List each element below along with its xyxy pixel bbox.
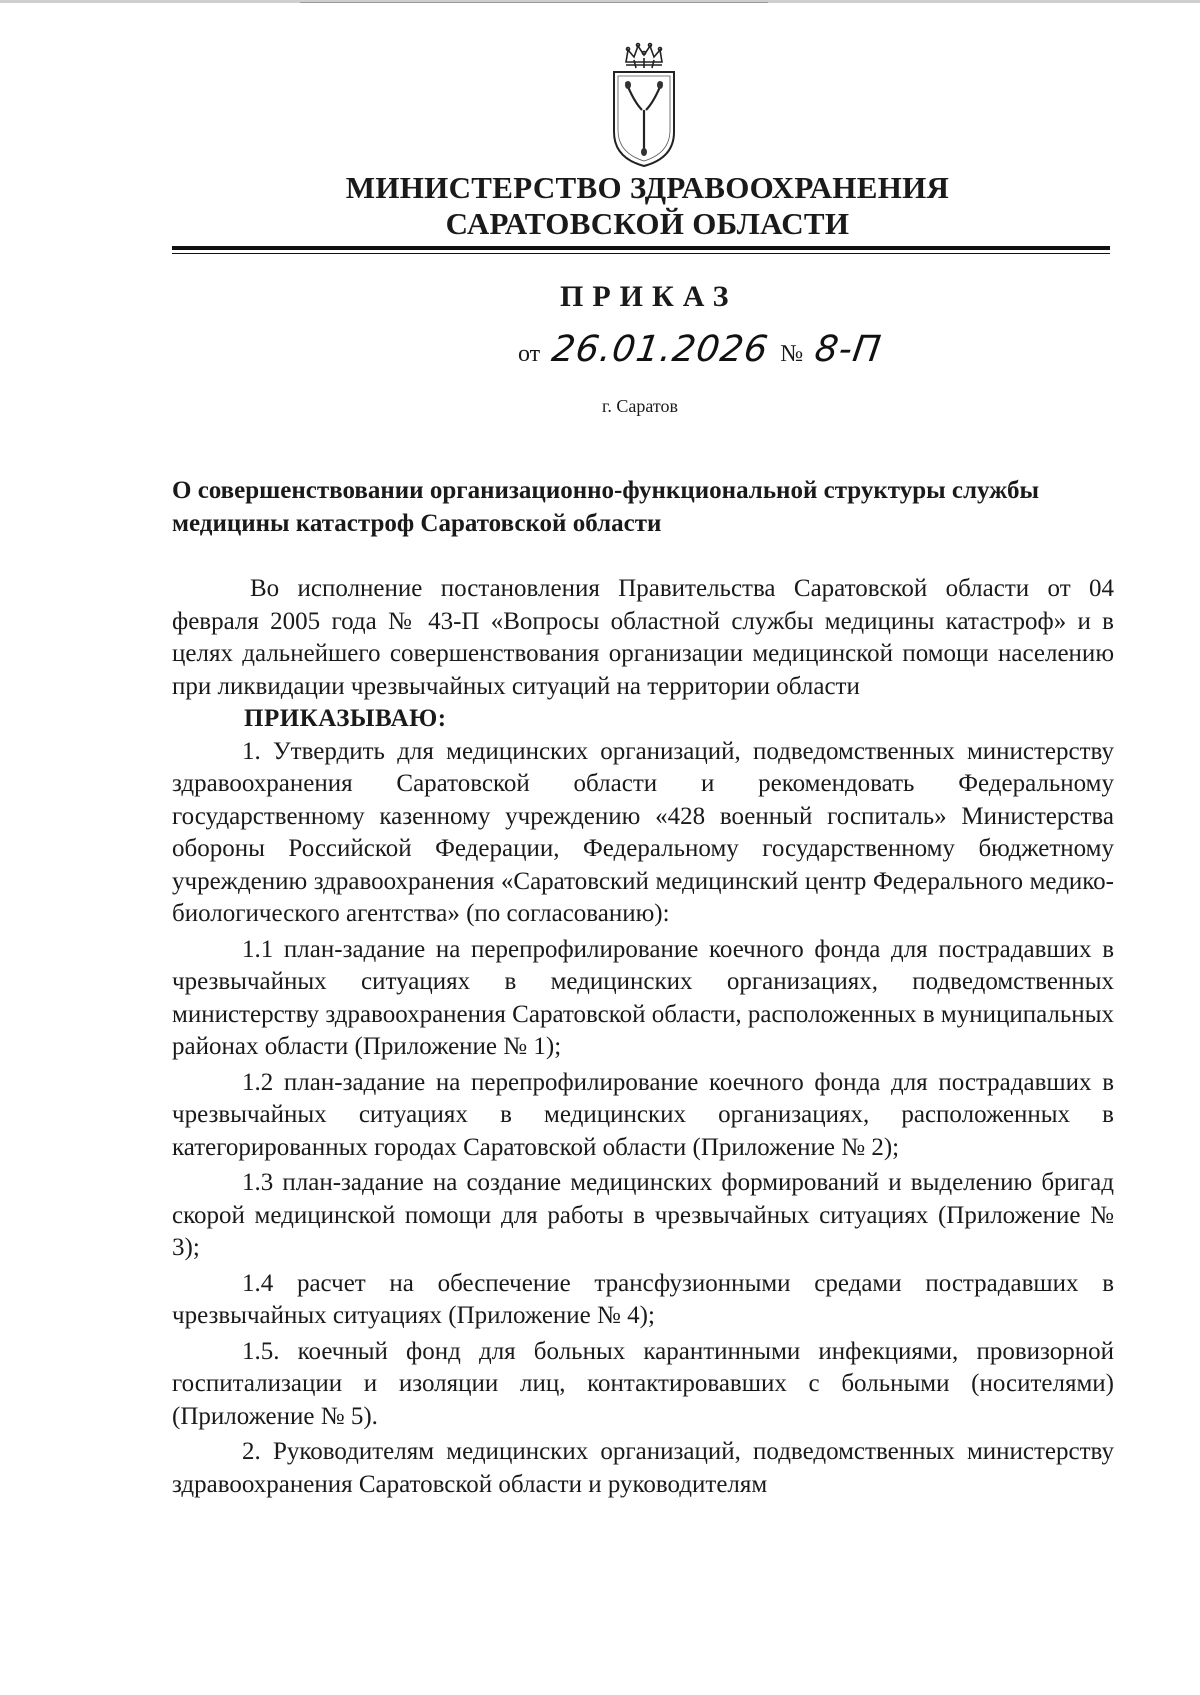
number-prefix: № xyxy=(780,341,804,367)
item-1-3: 1.3 план-задание на создание медицинских формирований и выделению бригад скорой медицинской помощи для работы в чрезвычайных ситуациях (Приложение № 3); xyxy=(172,1169,1114,1261)
city-label: г. Саратов xyxy=(602,396,678,416)
document-body xyxy=(172,573,1114,1501)
ministry-line-1: МИНИСТЕРСТВО ЗДРАВООХРАНЕНИЯ xyxy=(345,170,950,205)
coat-of-arms-emblem xyxy=(604,40,684,170)
item-1-1: 1.1 план-задание на перепрофилирование коечного фонда для пострадавших в чрезвычайных ситуациях в медицинских организациях, подведомственных министерству здравоохранения Саратовской области, расположенных в муниципальных районах области (Приложение № 1); xyxy=(172,935,1114,1060)
header-rule-thick xyxy=(172,246,1110,250)
item-1-5: 1.5. коечный фонд для больных карантинными инфекциями, провизорной госпитализации и изоляции лиц, контактировавших с больными (носителями) (Приложение № 5). xyxy=(172,1337,1114,1430)
item-2: 2. Руководителям медицинских организаций, подведомственных министерству здравоохранения Саратовской области и руководителям xyxy=(172,1438,1114,1498)
header-rule-thin xyxy=(172,253,1110,254)
date-prefix: от xyxy=(518,341,541,367)
preamble-paragraph: Во исполнение постановления Правительства Саратовской области от 04 февраля 2005 года № 43-П «Вопросы областной службы медицины катастроф» и в целях дальнейшего совершенствования организации медицинской помощи населению при ликвидации чрезвычайных ситуаций на территории области xyxy=(172,575,1114,700)
ministry-header xyxy=(160,170,1135,242)
handwritten-number: 8-П xyxy=(812,329,885,370)
handwritten-date: 26.01.2026 xyxy=(549,329,772,370)
order-title: ПРИКАЗ xyxy=(560,280,738,313)
document-subject: О совершенствовании организационно-функциональной структуры службы медицины катастроф Саратовской области xyxy=(172,477,1039,537)
item-1: 1. Утвердить для медицинских организаций, подведомственных министерству здравоохранения Саратовской области и рекомендовать Федеральному государственному казенному учреждению «428 военный госпиталь» Министерства обороны Российской Федерации, Федеральному государственному бюджетному учреждению здравоохранения «Саратовский медицинский центр Федерального медико-биологического агентства» (по согласованию): xyxy=(172,737,1114,927)
item-1-4: 1.4 расчет на обеспечение трансфузионными средами пострадавших в чрезвычайных ситуациях (Приложение № 4); xyxy=(172,1269,1114,1329)
scan-edge-line xyxy=(300,0,768,3)
item-1-2: 1.2 план-задание на перепрофилирование коечного фонда для пострадавших в чрезвычайных ситуациях в медицинских организациях, расположенных в категорированных городах Саратовской области (Приложение № 2); xyxy=(172,1068,1114,1161)
ministry-line-2: САРАТОВСКОЙ ОБЛАСТИ xyxy=(445,206,850,241)
order-date-number-line xyxy=(518,329,885,374)
command-heading: ПРИКАЗЫВАЮ: xyxy=(244,705,447,732)
